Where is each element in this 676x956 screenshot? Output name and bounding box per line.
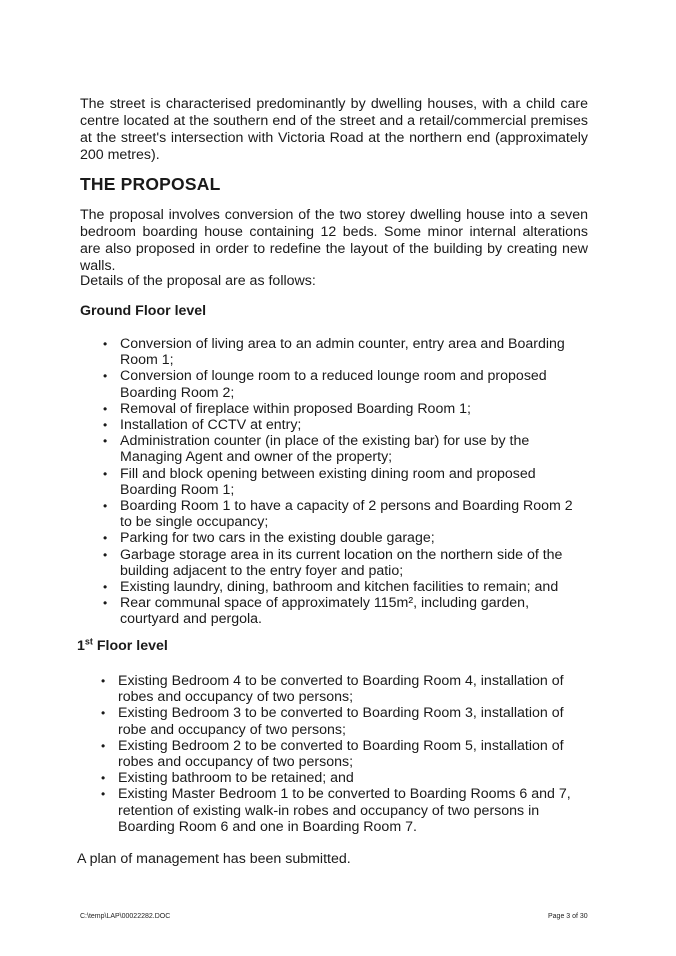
list-item	[103, 417, 588, 434]
bullet-icon: •	[103, 434, 108, 449]
bullet-icon: •	[103, 531, 108, 546]
first-floor-heading: 1st Floor level	[77, 636, 168, 654]
list-item	[103, 595, 588, 628]
intro-paragraph: The street is characterised predominantly by dwelling houses, with a child care centre located at the southern end of the street and a retail/commercial premises at the street's intersection with Victoria Road at the northern end (approximately 200 metres).	[80, 96, 588, 163]
list-item-text: Conversion of lounge room to a reduced lounge room and proposed Boarding Room 2;	[120, 368, 547, 401]
list-item	[103, 368, 588, 401]
list-item-text: Rear communal space of approximately 115m², including garden, courtyard and pergola.	[120, 595, 530, 628]
list-item-text: Existing bathroom to be retained; and	[118, 770, 354, 787]
list-item-text: Existing Bedroom 4 to be converted to Boarding Room 4, installation of robes and occupancy of two persons;	[118, 673, 564, 706]
list-item	[103, 400, 588, 417]
list-item	[103, 579, 588, 596]
list-item-text: Existing Master Bedroom 1 to be converted to Boarding Rooms 6 and 7, retention of existing walk-in robes and occupancy of two persons in Boarding Room 6 and one in Boarding Room 7.	[118, 786, 571, 835]
bullet-icon: •	[103, 499, 108, 514]
list-item	[101, 786, 588, 835]
list-item-text: Installation of CCTV at entry;	[120, 417, 302, 434]
list-item-text: Existing Bedroom 2 to be converted to Boarding Room 5, installation of robes and occupancy of two persons;	[118, 737, 564, 771]
footer-page-number: Page 3 of 30	[548, 913, 588, 920]
bullet-icon: •	[101, 771, 106, 786]
list-item	[103, 465, 588, 498]
list-item	[101, 770, 588, 787]
ground-floor-heading: Ground Floor level	[80, 303, 207, 319]
list-item	[101, 705, 588, 738]
ground-floor-list	[103, 336, 588, 628]
list-item-text: Boarding Room 1 to have a capacity of 2 persons and Boarding Room 2 to be single occupancy;	[120, 498, 573, 531]
bullet-icon: •	[101, 706, 106, 721]
bullet-icon: •	[101, 674, 106, 688]
bullet-icon: •	[101, 787, 106, 802]
bullet-icon: •	[103, 369, 108, 384]
list-item-text: Administration counter (in place of the existing bar) for use by the Managing Agent and owner of the property;	[120, 433, 530, 466]
bullet-icon: •	[103, 580, 108, 595]
list-item-text: Existing laundry, dining, bathroom and kitchen facilities to remain; and	[120, 579, 559, 596]
closing-paragraph: A plan of management has been submitted.	[77, 851, 351, 867]
first-floor-list	[101, 673, 588, 835]
bullet-icon: •	[103, 418, 108, 433]
bullet-icon: •	[103, 596, 108, 611]
list-item-text: Garbage storage area in its current location on the northern side of the building adjacent to the entry foyer and patio;	[120, 546, 563, 579]
list-item	[103, 433, 588, 466]
bullet-icon: •	[101, 738, 106, 753]
list-item-text: Fill and block opening between existing dining room and proposed Boarding Room 1;	[120, 465, 536, 498]
list-item	[101, 737, 588, 771]
bullet-icon: •	[103, 337, 108, 351]
section-heading: THE PROPOSAL	[80, 174, 221, 194]
list-item	[103, 530, 588, 547]
details-intro: Details of the proposal are as follows:	[80, 273, 316, 289]
bullet-icon: •	[103, 547, 108, 562]
list-item	[103, 498, 588, 531]
bullet-icon: •	[103, 466, 108, 481]
footer-file-path: C:\temp\LAP\00022282.DOC	[80, 913, 171, 920]
list-item-text: Existing Bedroom 3 to be converted to Boarding Room 3, installation of robe and occupancy of two persons;	[118, 705, 564, 738]
list-item-text: Parking for two cars in the existing double garage;	[120, 530, 435, 547]
list-item	[101, 673, 588, 706]
list-item	[103, 546, 588, 579]
list-item-text: Removal of fireplace within proposed Boarding Room 1;	[120, 400, 471, 417]
list-item	[103, 336, 588, 369]
bullet-icon: •	[103, 401, 108, 416]
proposal-paragraph: The proposal involves conversion of the two storey dwelling house into a seven bedroom boarding house containing 12 beds. Some minor internal alterations are also proposed in order to redefine the layout of the building by creating new walls.	[80, 207, 588, 274]
list-item-text: Conversion of living area to an admin counter, entry area and Boarding Room 1;	[120, 336, 565, 369]
